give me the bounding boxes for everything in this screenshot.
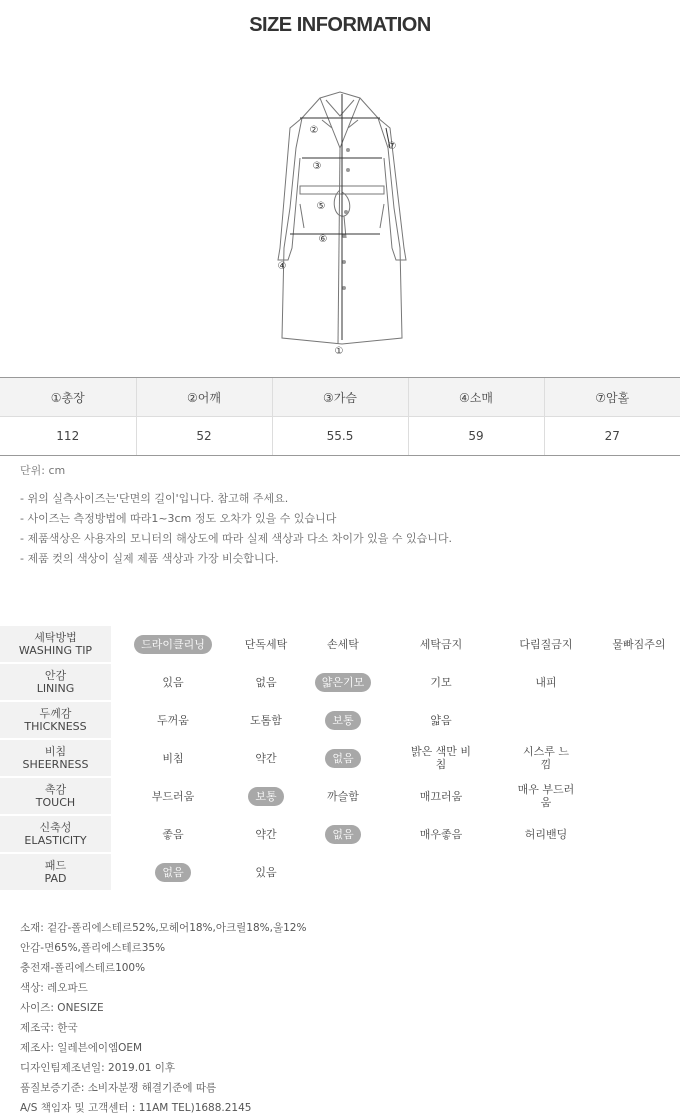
care-option-label: 얇음: [430, 713, 452, 727]
care-option: [599, 626, 679, 662]
care-option-label: 보통: [248, 787, 283, 806]
care-option: [226, 626, 306, 662]
spec-manufacturer: 제조사: 일레븐에이엠OEM: [20, 1042, 143, 1054]
care-option: [498, 740, 594, 776]
care-option-label: 드라이클리닝: [134, 635, 212, 654]
care-option-label: 단독세탁: [244, 637, 288, 651]
care-option: [393, 740, 489, 776]
care-option-label: 보통: [325, 711, 360, 730]
care-option-label: 까슬함: [327, 789, 359, 803]
care-label-ko: 두께감: [39, 707, 72, 720]
header-chest: ③가슴: [272, 378, 408, 417]
care-label-en: ELASTICITY: [24, 834, 87, 847]
care-option-label: 부드러움: [151, 789, 195, 803]
care-label-en: THICKNESS: [24, 720, 87, 733]
care-label-en: WASHING TIP: [18, 644, 93, 657]
care-option-label: 매우 부드러 움: [517, 783, 575, 809]
care-option-selected: [308, 740, 378, 776]
care-option-label: 도톰함: [250, 713, 282, 727]
care-option-selected: [308, 664, 378, 700]
header-sleeve: ④소매: [408, 378, 544, 417]
care-label-en: TOUCH: [35, 796, 76, 809]
notes-list: [20, 489, 452, 569]
size-table-row: [0, 417, 680, 456]
spec-date: 디자인팀제조년일: 2019.01 이후: [20, 1062, 176, 1074]
care-option: [393, 778, 489, 814]
care-option-label: 밝은 색만 비 침: [410, 745, 472, 771]
marker-7: ⑦: [387, 141, 397, 152]
care-option: [129, 816, 217, 852]
care-option-selected: [226, 778, 306, 814]
care-option: [226, 664, 306, 700]
value-armhole: 27: [544, 417, 680, 456]
care-row: [0, 626, 680, 662]
care-option-label: 없음: [155, 863, 190, 882]
care-option-label: 비침: [162, 751, 184, 765]
product-specs: [20, 918, 306, 1118]
care-option: [308, 626, 378, 662]
value-shoulder: 52: [136, 417, 272, 456]
care-option-label: 약간: [255, 751, 277, 765]
note-item: - 사이즈는 측정방법에 따라1~3cm 정도 오차가 있을 수 있습니다: [20, 512, 337, 525]
header-shoulder: ②어깨: [136, 378, 272, 417]
marker-6: ⑥: [318, 234, 328, 245]
care-label-en: LINING: [36, 682, 75, 695]
care-row: [0, 778, 680, 814]
marker-4: ④: [277, 261, 287, 272]
coat-illustration: [260, 88, 420, 363]
spec-warranty: 품질보증기준: 소비자분쟁 해결기준에 따름: [20, 1082, 217, 1094]
care-option: [498, 778, 594, 814]
care-label-ko: 패드: [44, 859, 67, 872]
spec-country: 제조국: 한국: [20, 1022, 78, 1034]
care-option-label: 없음: [325, 749, 360, 768]
care-option: [129, 740, 217, 776]
care-option: [129, 664, 217, 700]
care-label: [0, 664, 111, 700]
care-option: [393, 816, 489, 852]
care-row: [0, 664, 680, 700]
care-option-label: 물빠짐주의: [612, 637, 666, 651]
care-label-en: SHEERNESS: [22, 758, 89, 771]
care-option-label: 얇은기모: [315, 673, 372, 692]
care-option-label: 세탁금지: [419, 637, 463, 651]
spec-size: 사이즈: ONESIZE: [20, 1002, 104, 1014]
care-option-selected: [129, 854, 217, 890]
marker-3: ③: [312, 161, 322, 172]
care-label-ko: 비침: [44, 745, 67, 758]
care-option-label: 다림질금지: [519, 637, 573, 651]
care-option: [498, 626, 594, 662]
size-table: [0, 377, 680, 456]
care-option-label: 있음: [255, 865, 277, 879]
care-option: [129, 778, 217, 814]
value-sleeve: 59: [408, 417, 544, 456]
care-label-ko: 안감: [44, 669, 67, 682]
care-label: [0, 626, 111, 662]
care-option: [498, 816, 594, 852]
spec-filling: 충전재-폴리에스테르100%: [20, 962, 146, 974]
care-option: [226, 740, 306, 776]
spec-color: 색상: 레오파드: [20, 982, 88, 994]
care-label: [0, 702, 111, 738]
care-option: [393, 702, 489, 738]
care-option-selected: [308, 702, 378, 738]
care-label-en: PAD: [44, 872, 67, 885]
care-option: [393, 664, 489, 700]
header-total-length: ①총장: [0, 378, 136, 417]
value-total-length: 112: [0, 417, 136, 456]
care-option-label: 약간: [255, 827, 277, 841]
value-chest: 55.5: [272, 417, 408, 456]
care-option-label: 기모: [430, 675, 452, 689]
note-item: - 위의 실측사이즈는'단면의 길이'입니다. 참고해 주세요.: [20, 492, 289, 505]
care-option-label: 있음: [162, 675, 184, 689]
care-label: [0, 816, 111, 852]
care-option: [308, 778, 378, 814]
care-option-label: 매끄러움: [419, 789, 463, 803]
care-option: [226, 702, 306, 738]
care-option-label: 내피: [535, 675, 557, 689]
care-option-label: 시스루 느 낌: [522, 745, 569, 771]
care-label: [0, 854, 111, 890]
care-option: [498, 664, 594, 700]
note-item: - 제품 컷의 색상이 실제 제품 색상과 가장 비슷합니다.: [20, 552, 279, 565]
care-label-ko: 촉감: [44, 783, 67, 796]
marker-1: ①: [334, 346, 344, 357]
care-option-label: 없음: [325, 825, 360, 844]
care-row: [0, 816, 680, 852]
note-item: - 제품색상은 사용자의 모니터의 해상도에 따라 실제 색상과 다소 차이가 있을 수 있습니다.: [20, 532, 452, 545]
care-option: [129, 702, 217, 738]
care-option-label: 허리밴딩: [524, 827, 568, 841]
care-option-selected: [308, 816, 378, 852]
marker-2: ②: [309, 125, 319, 136]
care-option: [226, 816, 306, 852]
care-option-label: 좋음: [162, 827, 184, 841]
unit-label: 단위: cm: [20, 464, 66, 477]
header-armhole: ⑦암홀: [544, 378, 680, 417]
spec-as-contact: A/S 책임자 및 고객센터 : 11AM TEL)1688.2145: [20, 1102, 252, 1114]
care-option-selected: [129, 626, 217, 662]
size-table-header: [0, 378, 680, 417]
care-label: [0, 778, 111, 814]
care-option: [226, 854, 306, 890]
care-option: [393, 626, 489, 662]
care-row: [0, 702, 680, 738]
care-row: [0, 854, 680, 890]
page-title: SIZE INFORMATION: [249, 14, 431, 36]
care-option-label: 손세탁: [327, 637, 359, 651]
care-label: [0, 740, 111, 776]
spec-material: 소재: 겉감-폴리에스테르52%,모헤어18%,아크릴18%,울12%: [20, 922, 307, 934]
care-label-ko: 세탁방법: [34, 631, 77, 644]
care-row: [0, 740, 680, 776]
spec-lining: 안감-면65%,폴리에스테르35%: [20, 942, 166, 954]
care-label-ko: 신축성: [39, 821, 72, 834]
care-option-label: 없음: [255, 675, 277, 689]
care-option-label: 두꺼움: [157, 713, 189, 727]
care-option-label: 매우좋음: [419, 827, 463, 841]
marker-5: ⑤: [316, 201, 326, 212]
